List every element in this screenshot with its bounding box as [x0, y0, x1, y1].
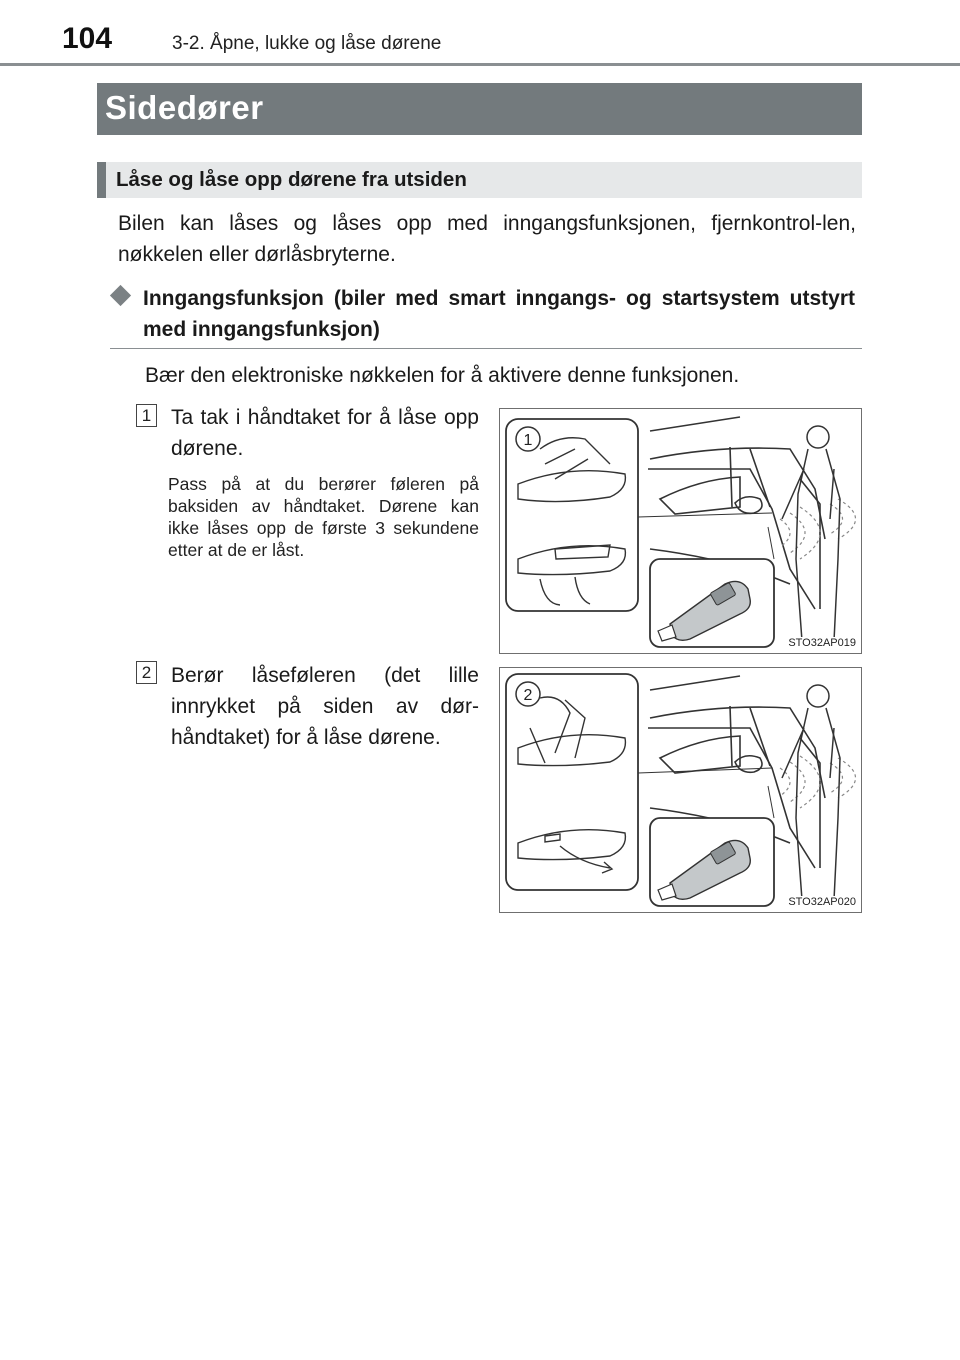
door-handle-illustration-1 [500, 409, 862, 654]
subsection-title-bar [97, 162, 862, 198]
step-1-note: Pass på at du berører føleren på baksiden av håndtaket. Dørene kan ikke låses opp de første 3 sekundene etter at de er låst. [168, 474, 479, 560]
figure-1-callout: 1 [523, 432, 533, 449]
subsection-title: Låse og låse opp dørene fra utsiden [116, 168, 467, 191]
feature-description: Bær den elektroniske nøkkelen for å aktivere denne funksjonen. [145, 364, 740, 387]
feature-heading-rule [110, 348, 862, 349]
door-handle-illustration-2 [500, 668, 862, 913]
figure-2-callout: 2 [523, 687, 533, 704]
step-2-text: Berør låseføleren (det lille innrykket på siden av dør-håndtaket) for å låse dørene. [171, 664, 479, 749]
diamond-bullet-icon [110, 285, 131, 306]
section-title-bar [97, 83, 862, 135]
figure-1-code: STO32AP019 [788, 637, 856, 649]
figure-step-1 [499, 408, 862, 654]
header-rule [0, 63, 960, 66]
step-1-marker: 1 [136, 404, 157, 427]
intro-paragraph: Bilen kan låses og låses opp med inngangsfunksjonen, fjernkontrol-len, nøkkelen eller dørlåsbryterne. [118, 212, 856, 266]
step-1-text: Ta tak i håndtaket for å låse opp dørene. [171, 406, 479, 460]
page-number: 104 [62, 22, 113, 55]
figure-step-2 [499, 667, 862, 913]
subsection-accent [97, 162, 106, 198]
section-title: Sidedører [105, 89, 264, 126]
signal-waves-icon [780, 499, 856, 559]
figure-2-code: STO32AP020 [788, 896, 856, 908]
step-2-marker: 2 [136, 661, 157, 684]
running-title: 3-2. Åpne, lukke og låse dørene [172, 33, 442, 54]
feature-heading: Inngangsfunksjon (biler med smart inngangs- og startsystem utstyrt med inngangsfunksjon) [143, 287, 855, 341]
person-icon [782, 426, 845, 645]
person-icon [782, 685, 845, 904]
